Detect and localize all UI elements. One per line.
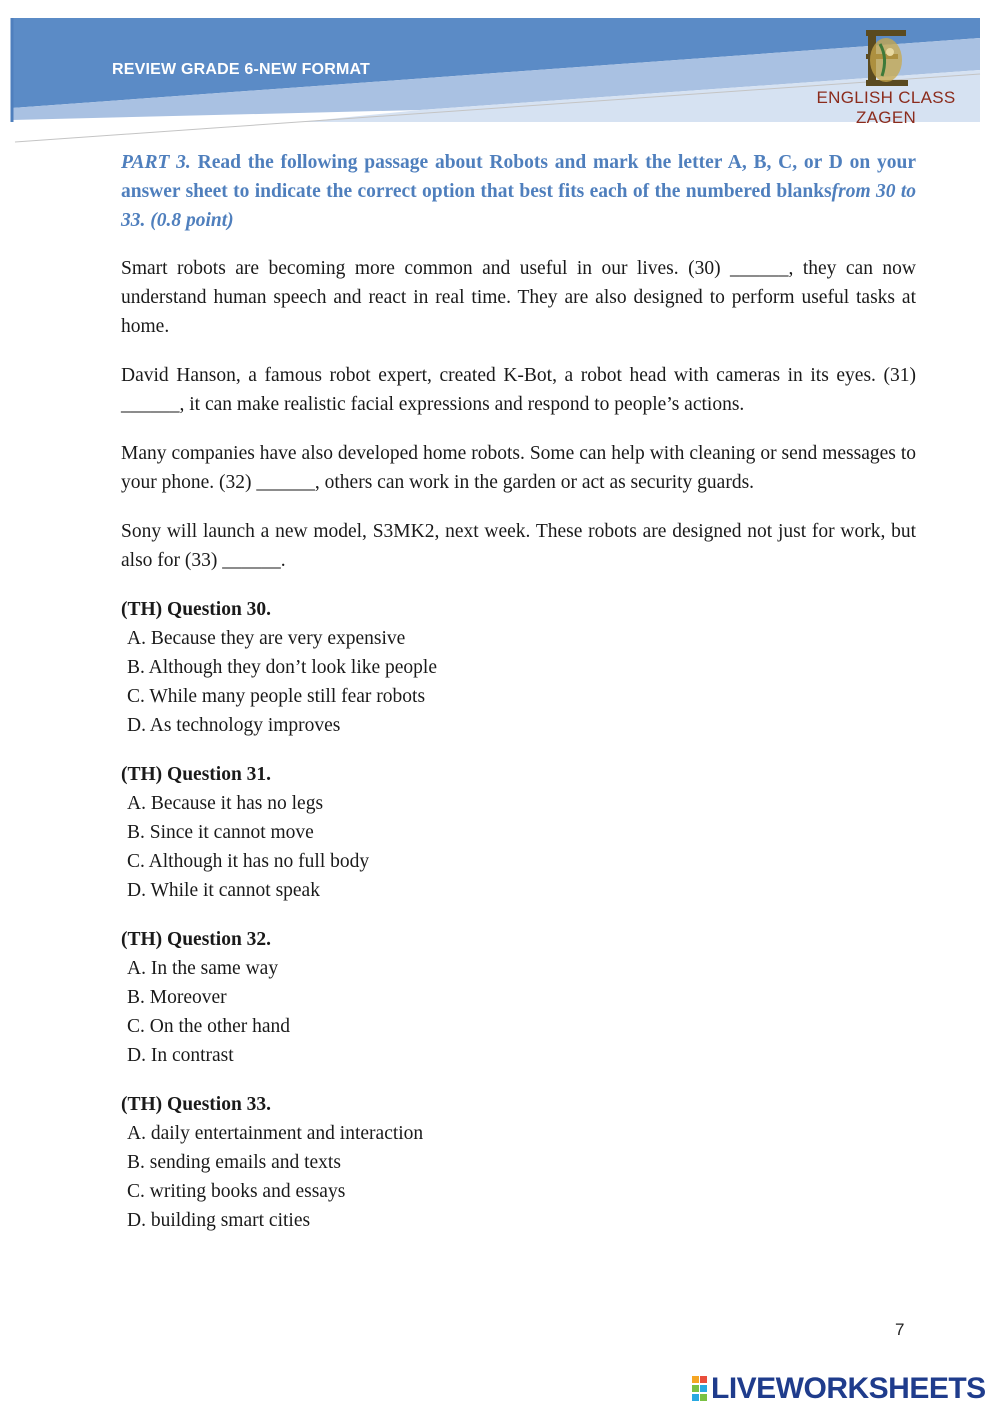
question-title: (TH) Question 33. — [121, 1094, 272, 1115]
answer-option[interactable]: A. In the same way — [127, 958, 279, 979]
passage-paragraph: Many companies have also developed home robots. Some can help with cleaning or send messages to your phone. (32) ______, others can work in the garden or act as security guards. — [121, 443, 916, 493]
liveworksheets-brand-text: LIVEWORKSHEETS — [711, 1372, 986, 1405]
answer-option[interactable]: D. In contrast — [127, 1045, 234, 1066]
part-range: from 30 to 33. (0.8 point) — [121, 181, 917, 231]
part-label: PART 3. — [121, 152, 191, 173]
passage-paragraph: Smart robots are becoming more common and useful in our lives. (30) ______, they can now understand human speech and react in real time. They are also designed to perform useful tasks at home. — [121, 258, 916, 337]
passage-paragraph: David Hanson, a famous robot expert, created K-Bot, a robot head with cameras in its eyes. (31) ______, it can make realistic facial expressions and respond to people’s actions. — [121, 365, 916, 415]
answer-option[interactable]: C. writing books and essays — [127, 1181, 346, 1202]
answer-option[interactable]: B. Since it cannot move — [127, 822, 314, 843]
answer-option[interactable]: B. Moreover — [127, 987, 227, 1008]
question-33 — [121, 1090, 916, 1235]
answer-option[interactable]: A. Because they are very expensive — [127, 628, 406, 649]
english-class-zagen-logo — [796, 24, 976, 127]
question-title: (TH) Question 32. — [121, 929, 272, 950]
part-instructions — [121, 148, 916, 235]
question-title: (TH) Question 31. — [121, 764, 272, 785]
answer-option[interactable]: B. Although they don’t look like people — [127, 657, 437, 678]
question-32 — [121, 925, 916, 1070]
answer-option[interactable]: C. On the other hand — [127, 1016, 291, 1037]
worksheet-content — [121, 148, 916, 1255]
logo-text: ENGLISH CLASS ZAGEN — [816, 88, 956, 127]
liveworksheets-logo-icon — [692, 1376, 708, 1402]
answer-option[interactable]: D. As technology improves — [127, 715, 341, 736]
answer-option[interactable]: D. While it cannot speak — [127, 880, 320, 901]
page-number: 7 — [895, 1320, 905, 1339]
question-title: (TH) Question 30. — [121, 599, 272, 620]
question-31 — [121, 760, 916, 905]
liveworksheets-brand[interactable] — [692, 1372, 986, 1406]
passage-paragraph: Sony will launch a new model, S3MK2, next week. These robots are designed not just for work, but also for (33) ______. — [121, 521, 916, 571]
logo-emblem-icon — [796, 24, 976, 88]
answer-option[interactable]: C. While many people still fear robots — [127, 686, 426, 707]
answer-option[interactable]: B. sending emails and texts — [127, 1152, 341, 1173]
answer-option[interactable]: C. Although it has no full body — [127, 851, 370, 872]
answer-option[interactable]: A. daily entertainment and interaction — [127, 1123, 424, 1144]
answer-option[interactable]: D. building smart cities — [127, 1210, 311, 1231]
question-30 — [121, 595, 916, 740]
document-header-title: REVIEW GRADE 6-NEW FORMAT — [112, 61, 371, 78]
part-instruction-text: Read the following passage about Robots and mark the letter A, B, C, or D on your answer sheet to indicate the correct option that best fits each of the numbered blanks — [121, 152, 917, 202]
answer-option[interactable]: A. Because it has no legs — [127, 793, 324, 814]
